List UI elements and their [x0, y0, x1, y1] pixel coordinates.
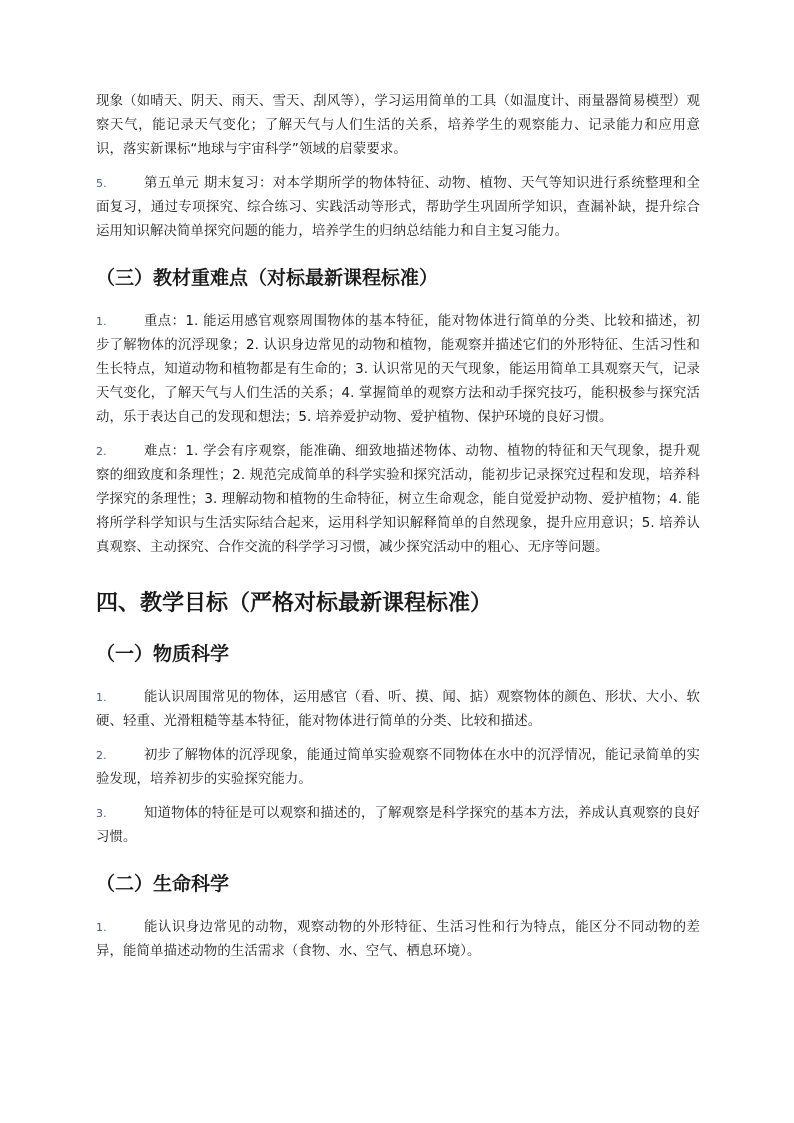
list-number: 3.: [96, 807, 107, 820]
section-heading-difficulties: （三）教材重难点（对标最新课程标准）: [96, 267, 439, 289]
list-item: [96, 744, 700, 792]
list-item-key-points: [96, 310, 700, 430]
chapter-heading-goals: 四、教学目标（严格对标最新课程标准）: [96, 591, 493, 616]
list-item-difficult-points: [96, 440, 700, 560]
list-item-unit5: [96, 172, 700, 244]
list-text: 重点：1. 能运用感官观察周围物体的基本特征，能对物体进行简单的分类、比较和描述，初步了解物体的沉浮现象；2. 认识身边常见的动物和植物，能观察并描述它们的外形特征、生活习性和生长特点，知道动物和植物都是有生命的；3. 认识常见的天气现象，能运用简单工具观察天气，记录天气变化，了解天气与人们生活的关系；4. 掌握简单的观察方法和动手探究技巧，能积极参与探究活动，乐于表达自己的发现和想法；5. 培养爱护动物、爱护植物、保护环境的良好习惯。: [96, 314, 700, 425]
list-text: 能认识周围常见的物体，运用感官（看、听、摸、闻、掂）观察物体的颜色、形状、大小、软硬、轻重、光滑粗糙等基本特征，能对物体进行简单的分类、比较和描述。: [96, 690, 700, 729]
list-number: 1.: [96, 921, 107, 934]
list-number: 1.: [96, 691, 107, 704]
document-page: [96, 90, 700, 974]
list-text: 难点：1. 学会有序观察，能准确、细致地描述物体、动物、植物的特征和天气现象，提升观察的细致度和条理性；2. 规范完成简单的科学实验和探究活动，能初步记录探究过程和发现，培养科学探究的条理性；3. 理解动物和植物的生命特征，树立生命观念，能自觉爱护动物、爱护植物；4. 能将所学科学知识与生活实际结合起来，运用科学知识解释简单的自然现象，提升应用意识；5. 培养认真观察、主动探究、合作交流的科学学习习惯，减少探究活动中的粗心、无序等问题。: [96, 444, 700, 555]
list-text: 初步了解物体的沉浮现象，能通过简单实验观察不同物体在水中的沉浮情况，能记录简单的实验发现，培养初步的实验探究能力。: [96, 748, 700, 787]
list-number: 2.: [96, 749, 107, 762]
section-heading-life: （二）生命科学: [96, 873, 230, 895]
list-number: 5.: [96, 177, 107, 190]
intro-paragraph: 现象（如晴天、阴天、雨天、雪天、刮风等），学习运用简单的工具（如温度计、雨量器简易模型）观察天气，能记录天气变化；了解天气与人们生活的关系，培养学生的观察能力、记录能力和应用意识，落实新课标“地球与宇宙科学”领域的启蒙要求。: [96, 94, 700, 157]
list-text: 知道物体的特征是可以观察和描述的，了解观察是科学探究的基本方法，养成认真观察的良好习惯。: [96, 806, 700, 845]
list-text: 能认识身边常见的动物，观察动物的外形特征、生活习性和行为特点，能区分不同动物的差异，能简单描述动物的生活需求（食物、水、空气、栖息环境）。: [96, 920, 700, 959]
list-number: 1.: [96, 315, 107, 328]
list-item: [96, 686, 700, 734]
list-number: 2.: [96, 445, 107, 458]
list-text: 第五单元 期末复习：对本学期所学的物体特征、动物、植物、天气等知识进行系统整理和全面复习，通过专项探究、综合练习、实践活动等形式，帮助学生巩固所学知识，查漏补缺，提升综合运用知识解决简单探究问题的能力，培养学生的归纳总结能力和自主复习能力。: [96, 176, 700, 239]
list-item: [96, 802, 700, 850]
section-heading-matter: （一）物质科学: [96, 643, 230, 665]
list-item: [96, 916, 700, 964]
